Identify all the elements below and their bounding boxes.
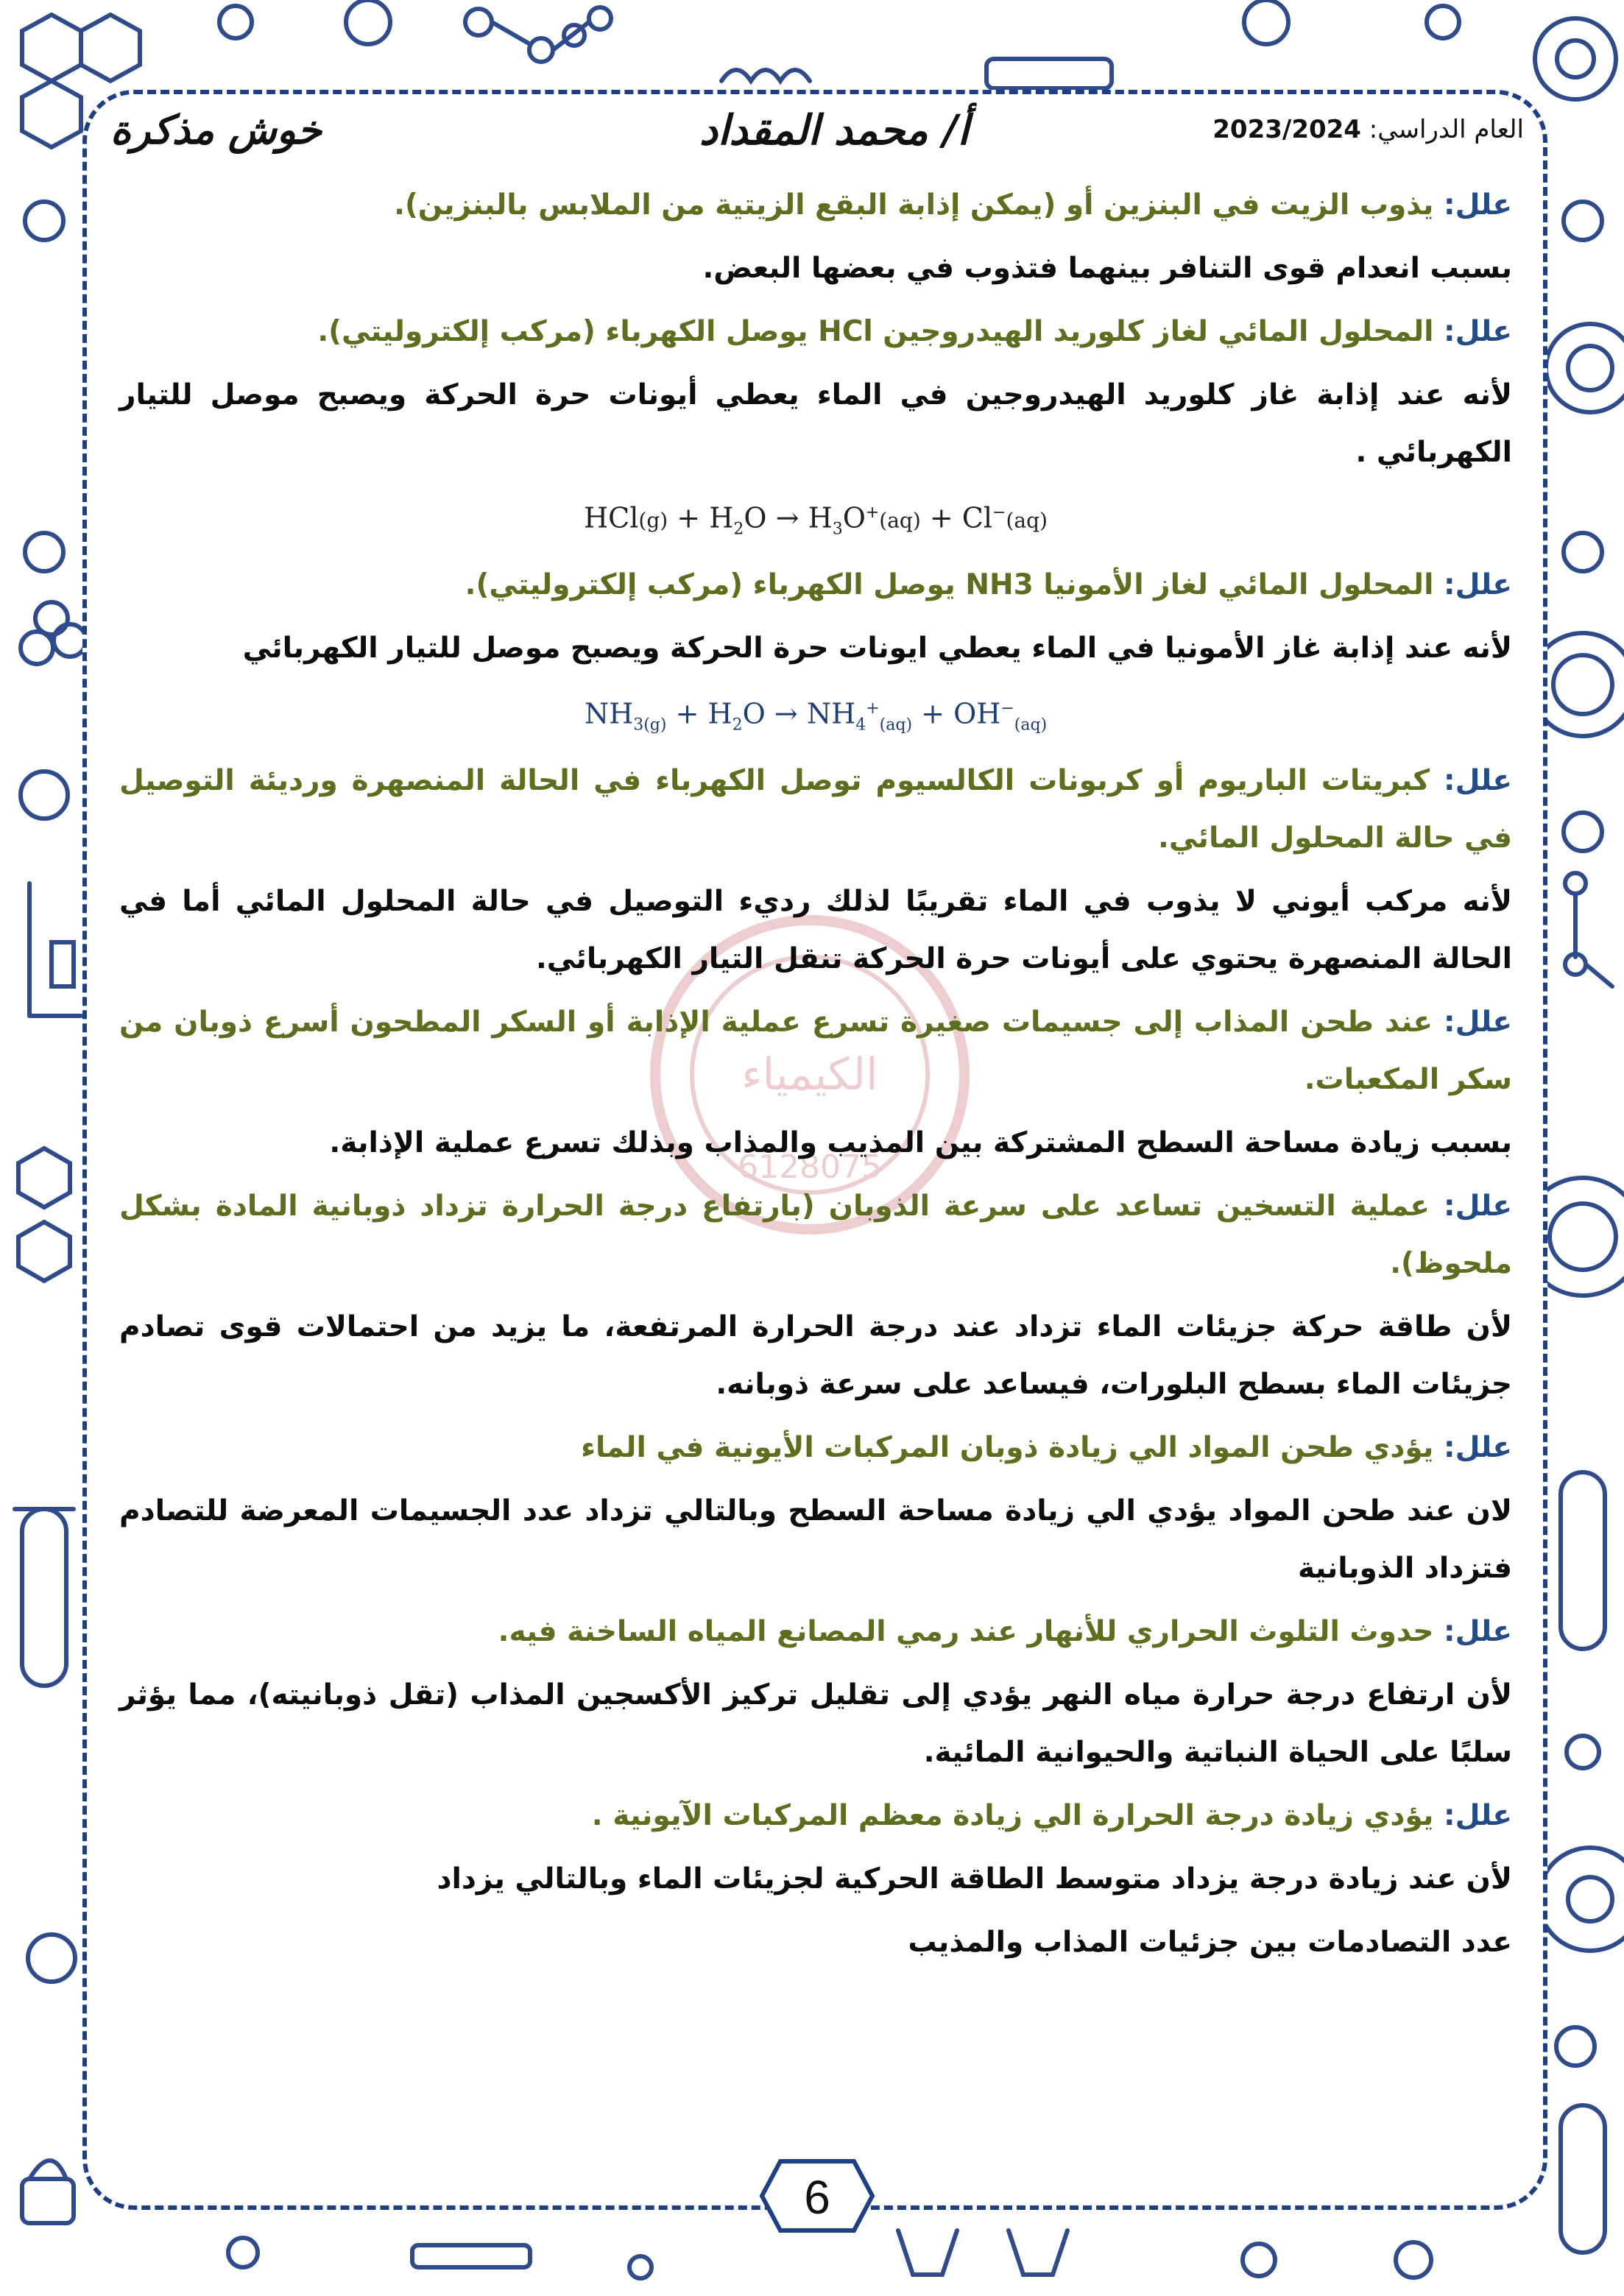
academic-year [1212,115,1524,144]
eq-term: NH [806,697,856,730]
question-text: عملية التسخين تساعد على سرعة الذوبان (بارتفاع درجة الحرارة تزداد ذوبانية المادة بشكل ملحوظ). [119,1190,1512,1280]
eq-term: Cl [961,501,993,534]
eq-subscript: 2 [732,716,743,735]
eq-plus: + [675,697,699,730]
teacher-name: أ/ محمد المقداد [699,106,970,155]
eq-plus: + [929,501,953,534]
eq-state: (aq) [1014,716,1048,735]
rack-icon [412,2245,530,2267]
eq-term: O [842,501,866,534]
bubble-icon [219,6,252,38]
bubble-icon [25,202,63,240]
flask-icon [986,59,1112,88]
answer-3: لأنه عند إذابة غاز الأمونيا في الماء يعطي ايونات حرة الحركة ويصبح موصل للتيار الكهربائي [242,632,1512,665]
hexagon-molecule-icon [18,1148,70,1281]
eq-state: (aq) [879,716,913,735]
question-1 [119,177,1512,234]
eq-term: H [808,501,833,534]
answer-5: بسبب زيادة مساحة السطح المشتركة بين المذيب والمذاب وبذلك تسرع عملية الإذابة. [329,1126,1512,1159]
question-4 [119,752,1512,867]
eq-superscript: − [1000,699,1014,718]
question-text: كبريتات الباريوم أو كربونات الكالسيوم توصل الكهرباء في الحالة المنصهرة ورديئة التوصيل في حالة المحلول المائي. [119,764,1512,855]
eq-subscript: 4 [855,716,866,735]
eq-subscript: 2 [733,520,744,539]
atom-cluster-icon [21,602,86,664]
test-tube-icon [15,1509,74,1686]
eq-arrow: → [775,501,799,534]
question-label: علل: [1444,188,1512,222]
question-text: يؤدي طحن المواد الي زيادة ذوبان المركبات الأيونية في الماء [581,1431,1444,1464]
coil-icon [721,70,810,81]
gear-icon [1546,324,1624,412]
test-tube-icon [1561,1472,1605,1649]
eq-superscript: − [992,504,1006,522]
question-text: حدوث التلوث الحراري للأنهار عند رمي المصانع المياه الساخنة فيه. [498,1615,1444,1648]
eq-superscript: + [866,699,880,718]
question-8 [119,1603,1512,1661]
question-label: علل: [1444,315,1512,348]
watermark-number: 6128075 [738,1148,882,1186]
question-3 [119,557,1512,614]
bubble-icon [346,0,390,44]
burner-icon [22,2161,74,2223]
question-7 [119,1419,1512,1477]
gear-icon [1535,18,1616,99]
academic-year-value: 2023/2024 [1212,115,1361,144]
equation-hcl [119,487,1512,539]
page-number-badge [758,2155,876,2236]
eq-term: O [742,697,766,730]
question-text: عند طحن المذاب إلى جسيمات صغيرة تسرع عملية الإذابة أو السكر المطحون أسرع ذوبان من سكر المكعبات. [119,1006,1512,1096]
answer-7: لان عند طحن المواد يؤدي الي زيادة مساحة السطح وبالتالي تزداد عدد الجسيمات المعرضة للتصادم فتزداد الذوبانية [119,1494,1512,1585]
question-2 [119,303,1512,361]
answer-8: لأن ارتفاع درجة حرارة مياه النهر يؤدي إلى تقليل تركيز الأكسجين المذاب (تقل ذوبانيته)، مما يؤثر سلبًا على الحياة النباتية والحيوانية المائية. [119,1678,1512,1769]
question-5 [119,994,1512,1109]
question-label: علل: [1444,1615,1512,1648]
answer-2: لأنه عند إذابة غاز كلوريد الهيدروجين في الماء يعطي أيونات حرة الحركة ويصبح موصل للتيار الكهربائي . [119,378,1512,469]
page-number: 6 [804,2171,830,2224]
test-tube-icon [1561,2105,1605,2253]
page-header [110,103,1524,162]
beaker-icon [898,2230,957,2275]
eq-term: O [744,501,767,534]
eq-state: (aq) [1006,508,1048,533]
question-text: المحلول المائي لغاز كلوريد الهيدروجين HCl يوصل الكهرباء (مركب إلكتروليتي). [317,315,1444,348]
eq-term: HCl [584,501,639,534]
eq-subscript: 3 [832,520,843,539]
molecule-branch-icon [1565,873,1612,986]
question-9 [119,1787,1512,1845]
eq-plus: + [921,697,945,730]
eq-term: OH [953,697,1001,730]
answer-9-continued: عدد التصادمات بين جزئيات المذاب والمذيب [908,1926,1512,1959]
main-content [119,177,1512,1977]
question-text: المحلول المائي لغاز الأمونيا NH3 يوصل الكهرباء (مركب إلكتروليتي). [465,568,1444,601]
watermark-title: الكيمياء [741,1049,878,1101]
brand-logo-text: خوش مذكرة [110,106,322,153]
eq-term: NH [584,697,634,730]
equation-nh3 [119,683,1512,735]
eq-state: (g) [638,508,668,533]
question-label: علل: [1444,1799,1512,1832]
answer-9: لأن عند زيادة درجة يزداد متوسط الطاقة الحركية لجزيئات الماء وبالتالي يزداد [437,1862,1512,1896]
question-label: علل: [1444,568,1512,601]
question-label: علل: [1444,764,1512,797]
eq-state: (aq) [879,508,921,533]
answer-6: لأن طاقة حركة جزيئات الماء تزداد عند درجة الحرارة المرتفعة، ما يزيد من احتمالات قوى تصادم جزيئات الماء بسطح البلورات، فيساعد على سرعة ذوبانه. [119,1310,1512,1401]
eq-superscript: + [865,504,880,522]
answer-1: بسبب انعدام قوى التنافر بينهما فتذوب في بعضها البعض. [702,252,1512,285]
molecule-chain-icon [465,7,611,62]
question-6 [119,1178,1512,1293]
eq-arrow: → [774,697,798,730]
question-label: علل: [1444,1006,1512,1039]
eq-subscript: 3(g) [633,716,667,735]
question-text: يؤدي زيادة درجة الحرارة الي زيادة معظم المركبات الآيونية . [591,1799,1444,1832]
eq-term: H [707,697,732,730]
question-text: يذوب الزيت في البنزين أو (يمكن إذابة البقع الزيتية من الملابس بالبنزين). [394,188,1444,222]
question-label: علل: [1444,1431,1512,1464]
eq-term: H [709,501,734,534]
question-label: علل: [1444,1190,1512,1223]
atom-cluster-icon [1539,1848,1624,1951]
eq-plus: + [677,501,701,534]
answer-4: لأنه مركب أيوني لا يذوب في الماء تقريبًا لذلك رديء التوصيل في حالة المحلول المائي أما في الحالة المنصهرة يحتوي على أيونات حرة الحركة تنقل التيار الكهربائي. [119,885,1512,975]
microscope-icon [29,883,81,1016]
academic-year-label: العام الدراسي: [1369,115,1524,144]
